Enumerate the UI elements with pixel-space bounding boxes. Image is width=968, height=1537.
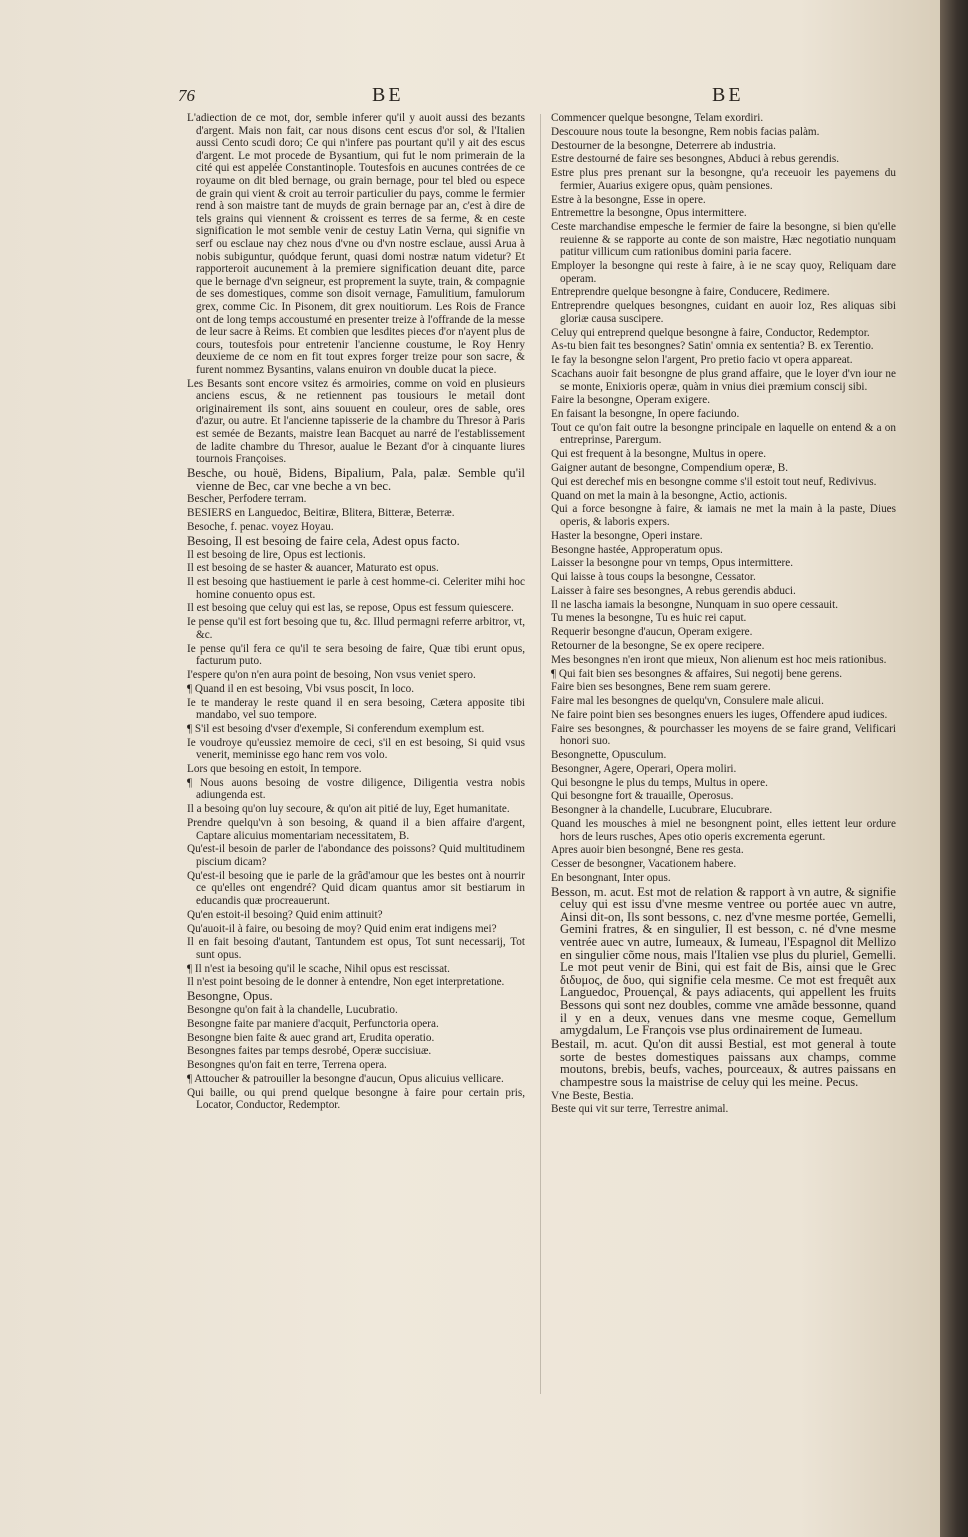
dictionary-entry: Il est besoing que hastiuement ie parle à cest homme-ci. Celeriter mihi hoc homine conuento opus est.: [187, 576, 525, 601]
dictionary-entry: Ne faire point bien ses besongnes enuers les iuges, Offendere apud iudices.: [551, 708, 888, 721]
dictionary-entry: Faire la besongne, Operam exigere.: [551, 394, 711, 407]
dictionary-entry: Ceste marchandise empesche le fermier de faire la besongne, si bien qu'elle reuienne & se rapporte au conte de son maistre, Hæc negotiatio nunquam patitur villicum cum rationibus domini paria facere.: [551, 221, 896, 259]
dictionary-entry: Besongne qu'on fait à la chandelle, Lucubratio.: [187, 1004, 398, 1016]
dictionary-entry: Scachans auoir fait besongne de plus grand affaire, que le loyer d'vn iour ne se monte, Enixioris operæ, quàm in vnius diei præmium conscij sibi.: [551, 367, 896, 393]
dictionary-entry: Qui a force besongne à faire, & iamais ne met la main à la paste, Diues operis, & laboris expers.: [551, 503, 896, 528]
right-column-head: BE: [712, 84, 744, 106]
dictionary-entry: En besongnant, Inter opus.: [551, 871, 671, 884]
dictionary-entry: Bestail, m. acut. Qu'on dit aussi Bestial, est mot general à toute sorte de bestes domestiques paissans aux champs, comme moutons, brebis, beufs, vaches, pourceaux, & autres paissans en champestre sous la maistrise de celuy qui les meine. Pecus.: [551, 1036, 896, 1089]
dictionary-entry: Quand les mousches à miel ne besongnent point, elles iettent leur ordure hors de leurs rusches, Apes otio operis excrementa egerunt.: [551, 817, 896, 843]
dictionary-entry: BESIERS en Languedoc, Beitiræ, Blitera, Bitteræ, Beterræ.: [187, 507, 455, 520]
right-column: [551, 112, 896, 1117]
dictionary-entry: Besongne bien faite & auec grand art, Erudita operatio.: [187, 1031, 435, 1044]
dictionary-entry: Ie voudroye qu'eussiez memoire de ceci, s'il en est besoing, Si quid vsus venerit, meminisse ego hanc rem vos volo.: [187, 736, 525, 762]
dictionary-entry: Beste qui vit sur terre, Terrestre animal.: [551, 1103, 729, 1116]
dictionary-entry: Besoing, Il est besoing de faire cela, Adest opus facto.: [187, 533, 460, 548]
dictionary-entry: Quand on met la main à la besongne, Actio, actionis.: [551, 489, 788, 502]
running-head: [0, 86, 940, 110]
dictionary-entry: I'espere qu'on n'en aura point de besoing, Non vsus veniet spero.: [187, 668, 476, 681]
dictionary-entry: Il est besoing de se haster & auancer, Maturato est opus.: [187, 562, 439, 575]
dictionary-entry: Besongnes qu'on fait en terre, Terrena opera.: [187, 1059, 387, 1072]
dictionary-entry: Destourner de la besongne, Deterrere ab industria.: [551, 139, 776, 152]
dictionary-entry: Qu'est-il besoin de parler de l'abondance des poissons? Quid multitudinem piscium dicam?: [187, 843, 525, 868]
dictionary-entry: Requerir besongne d'aucun, Operam exigere.: [551, 626, 753, 639]
left-column: [187, 112, 525, 1113]
dictionary-entry: Commencer quelque besongne, Telam exordiri.: [551, 112, 764, 124]
dictionary-entry: ¶ Nous auons besoing de vostre diligence, Diligentia vestra nobis adiungenda est.: [187, 776, 525, 802]
dictionary-entry: Besongne faite par maniere d'acquit, Perfunctoria opera.: [187, 1017, 439, 1030]
dictionary-entry: Il a besoing qu'on luy secoure, & qu'on ait pitié de luy, Eget humanitate.: [187, 803, 510, 816]
dictionary-entry: Celuy qui entreprend quelque besongne à faire, Conductor, Redemptor.: [551, 326, 870, 339]
dictionary-entry: Laisser la besongne pour vn temps, Opus intermittere.: [551, 557, 794, 570]
page-number: 76: [178, 86, 195, 105]
dictionary-entry: Apres auoir bien besongné, Bene res gesta.: [551, 844, 744, 857]
left-column-head: BE: [372, 84, 404, 106]
dictionary-entry: Vne Beste, Bestia.: [551, 1089, 634, 1102]
dictionary-entry: Entremettre la besongne, Opus intermittere.: [551, 207, 747, 220]
dictionary-entry: Qui besongne fort & trauaille, Operosus.: [551, 790, 734, 803]
dictionary-entry: Employer la besongne qui reste à faire, à ie ne scay quoy, Reliquam dare operam.: [551, 260, 896, 285]
dictionary-entry: Faire ses besongnes, & pourchasser les moyens de se faire grand, Velificari honori suo.: [551, 722, 896, 748]
dictionary-entry: Haster la besongne, Operi instare.: [551, 529, 703, 542]
dictionary-entry: Gaigner autant de besongne, Compendium operæ, B.: [551, 462, 789, 474]
dictionary-entry: Qui besongne le plus du temps, Multus in opere.: [551, 776, 768, 789]
dictionary-entry: Faire bien ses besongnes, Bene rem suam gerere.: [551, 681, 771, 694]
dictionary-entry: As-tu bien fait tes besongnes? Satin' omnia ex sententia? B. ex Terentio.: [551, 340, 874, 353]
dictionary-entry: Besongner à la chandelle, Lucubrare, Elucubrare.: [551, 804, 773, 817]
book-spine-shadow: [940, 0, 968, 1537]
dictionary-entry: Qui laisse à tous coups la besongne, Cessator.: [551, 571, 756, 584]
dictionary-entry: Il est besoing de lire, Opus est lectionis.: [187, 548, 366, 561]
dictionary-entry: Qui est frequent à la besongne, Multus in opere.: [551, 448, 766, 461]
dictionary-entry: Les Besants sont encore vsitez és armoiries, comme on void en plusieurs anciens escus, & ne retiennent pas tousiours le metail dont originairement ils sont, ains souuent en couleur, ores de sable, ores d'azur, ou autre. Et l'ancienne tapisserie de la chambre du Thresor à Paris est semée de Bezants, maistre Iean Bacquet au narré de l'establissement de ladite chambre du Thresor, aualue le Bezant d'or à cinquante liures tournois Françoises.: [187, 377, 525, 466]
dictionary-entry: Estre plus pres prenant sur la besongne, qu'a receuoir les payemens du fermier, Auarius exigere opus, quàm pensiones.: [551, 167, 896, 192]
dictionary-entry: Laisser à faire ses besongnes, A rebus gerendis abduci.: [551, 584, 796, 597]
dictionary-entry: Entreprendre quelques besongnes, cuidant en auoir loz, Res aliquas sibi gloriæ causa suscipere.: [551, 300, 896, 325]
dictionary-entry: Tout ce qu'on fait outre la besongne principale en laquelle on entend & a on entreprinse, Parergum.: [551, 421, 896, 447]
dictionary-entry: ¶ Attoucher & patrouiller la besongne d'aucun, Opus alicuius vellicare.: [187, 1072, 504, 1085]
dictionary-entry: Il n'est point besoing de le donner à entendre, Non eget interpretatione.: [187, 976, 505, 989]
dictionary-entry: Ie te manderay le reste quand il en sera besoing, Cætera apposite tibi mandabo, vel suo tempore.: [187, 696, 525, 722]
dictionary-entry: Ie pense qu'il est fort besoing que tu, &c. Illud permagni referre arbitror, vt, &c.: [187, 616, 526, 641]
dictionary-entry: Qu'en estoit-il besoing? Quid enim attinuit?: [187, 908, 383, 921]
dictionary-entry: En faisant la besongne, In opere faciundo.: [551, 408, 740, 421]
dictionary-entry: L'adiection de ce mot, dor, semble inferer qu'il y auoit aussi des bezants d'argent. Mais non fait, car nous disons cent escus d'or sol, & l'Italien aussi Cento scudi doro; Ce qui n'infere pas pourtant qu'il y ait des escus d'argent. Le mot procede de Bysantium, qui fut le nom primerain de la cité qui est appelée Constantinople. Toutesfois en aucunes contrées de ce royaume on dit bled bernage, ou grain bernage, pour tel bled ou espece de grain qui vient & croit au terroir particulier du pays, comme le fermier rend à son maistre tant de muyds de grain bernage par an, c'est à dire de tels grains qui viennent & croissent es terres de sa ferme, & en ceste signification le mot semble venir de cestuy Latin Verna, qui signifie vn serf ou esclaue nay chez nous d'vne ou d'vn nostre esclaue, aussi Arua à nobis subiguntur, quódque ferunt, quasi domi nostræ natum videtur? Et rapporteroit aucunement à la premiere signification deuant dite, parce que le bernage d'vn seigneur, est proprement la suyte, train, & compagnie de ses domestiques, comme son disoit vernage, Famulitium, famulorum grex, comme Cic. In Pisonem, dit grex nouitiorum. Les Rois de France ont de long temps accoustumé en presenter treize à l'offrande de la messe de leur sacre à Reims. Et combien que lesdites pieces d'or n'ayent plus de cours, toutesfois pour entretenir l'ancienne coustume, le Roy Henry deuxieme de ce nom en fit tout expres forger treize pour son sacre, & furent nommez Bysantins, valans enuiron vn double ducat la piece.: [187, 112, 526, 376]
dictionary-entry: Descouure nous toute la besongne, Rem nobis facias palàm.: [551, 125, 820, 138]
dictionary-entry: Prendre quelqu'vn à son besoing, & quand il a bien affaire d'argent, Captare alicuius momentariam necessitatem, B.: [187, 817, 525, 842]
dictionary-entry: Lors que besoing en estoit, In tempore.: [187, 763, 362, 776]
dictionary-entry: Besche, ou houë, Bidens, Bipalium, Pala, palæ. Semble qu'il vienne de Bec, car vne beche a vn bec.: [187, 466, 525, 493]
dictionary-entry: Il ne lascha iamais la besongne, Nunquam in suo opere cessauit.: [551, 598, 839, 611]
dictionary-entry: Ie fay la besongne selon l'argent, Pro pretio facio vt opera appareat.: [551, 354, 853, 367]
dictionary-entry: Besongne, Opus.: [187, 989, 273, 1004]
dictionary-entry: Ie pense qu'il fera ce qu'il te sera besoing de faire, Quæ tibi erunt opus, facturum puto.: [187, 642, 525, 668]
dictionary-entry: Mes besongnes n'en iront que mieux, Non alienum est hoc meis rationibus.: [551, 653, 887, 666]
dictionary-entry: Entreprendre quelque besongne à faire, Conducere, Redimere.: [551, 286, 830, 299]
dictionary-entry: Faire mal les besongnes de quelqu'vn, Consulere male alicui.: [551, 695, 824, 708]
dictionary-entry: Besongnes faites par temps desrobé, Operæ succisiuæ.: [187, 1045, 432, 1058]
dictionary-entry: Besongne hastée, Approperatum opus.: [551, 543, 723, 556]
dictionary-entry: Retourner de la besongne, Se ex opere recipere.: [551, 639, 765, 652]
dictionary-entry: Besongner, Agere, Operari, Opera moliri.: [551, 762, 737, 775]
dictionary-entry: Qu'auoit-il à faire, ou besoing de moy? Quid enim erat indigens mei?: [187, 922, 497, 935]
dictionary-entry: Tu menes la besongne, Tu es huic rei caput.: [551, 612, 747, 625]
dictionary-entry: ¶ Qui fait bien ses besongnes & affaires, Sui negotij bene gerens.: [551, 667, 843, 680]
dictionary-entry: Estre à la besongne, Esse in opere.: [551, 193, 706, 206]
column-divider: [540, 114, 541, 1394]
dictionary-entry: ¶ Quand il en est besoing, Vbi vsus poscit, In loco.: [187, 682, 415, 695]
dictionary-entry: ¶ Il n'est ia besoing qu'il le scache, Nihil opus est rescissat.: [187, 962, 450, 975]
dictionary-entry: Besson, m. acut. Est mot de relation & rapport à vn autre, & signifie celuy qui est issu d'vne mesme ventree ou portée auec vn autre, Ainsi dit-on, Ils sont bessons, c. nez d'vne mesme portée, Gemelli, Gemini fratres, & en singulier, Il est besson, c. né d'vne mesme ventrée auec vn autre, Iumeaux, & Iumeau, l'Espagnol dit Mellizo en singulier cõme nous, mais l'Italien vse plus du pluriel, Gemelli. Le mot peut venir de Bini, qui est fait de Bis, ainsi que le Grec διδυμος, de δυο, qui signifie cela mesme. Ce mot est frequêt aux Languedoc, Prouençal, & pays adiacents, qui appellent les fruits Bessons qui sont nez doubles, comme vne amãde bessonne, quand il y en a deux, venues dans vne mesme coque, Gemellum amygdalum, Le François vse plus ordinairement de Iumeau.: [551, 884, 896, 1038]
dictionary-entry: Qui est derechef mis en besongne comme s'il estoit tout neuf, Redivivus.: [551, 475, 877, 488]
dictionary-entry: Qui baille, ou qui prend quelque besongne à faire pour certain pris, Locator, Conductor, Redemptor.: [187, 1086, 525, 1112]
dictionary-entry: Estre destourné de faire ses besongnes, Abduci à rebus gerendis.: [551, 153, 839, 166]
dictionary-entry: Cesser de besongner, Vacationem habere.: [551, 858, 737, 871]
dictionary-entry: Il est besoing que celuy qui est las, se repose, Opus est fessum quiescere.: [187, 602, 514, 615]
dictionary-entry: Besongnette, Opusculum.: [551, 749, 667, 762]
dictionary-entry: Qu'est-il besoing que ie parle de la grâd'amour que les bestes ont à nourrir ce qu'elles ont engendré? Quid dicam quantus amor sit bestiarum in educandis quæ procreauerunt.: [187, 869, 525, 907]
dictionary-entry: Il en fait besoing d'autant, Tantundem est opus, Tot sunt necessarij, Tot sunt opus.: [187, 936, 525, 961]
dictionary-entry: Bescher, Perfodere terram.: [187, 493, 307, 506]
dictionary-entry: ¶ S'il est besoing d'vser d'exemple, Si conferendum exemplum est.: [187, 722, 485, 735]
dictionary-entry: Besoche, f. penac. voyez Hoyau.: [187, 520, 334, 533]
